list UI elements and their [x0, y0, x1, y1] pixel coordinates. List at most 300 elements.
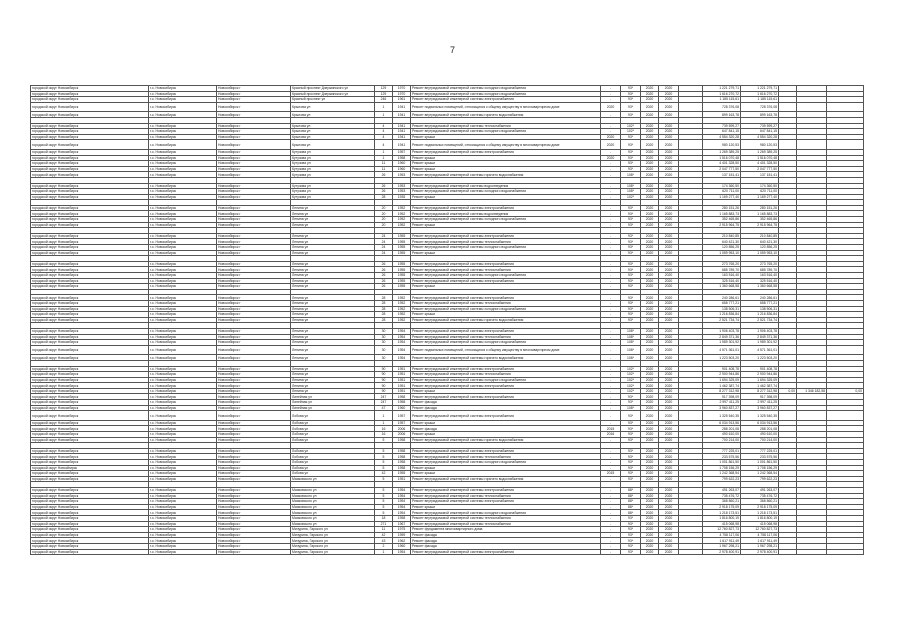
cell-c1: 93*	[621, 134, 641, 140]
cell-cost: 1 967 298,21	[703, 543, 741, 549]
cell-cost2: 1 967 298,21	[741, 543, 779, 549]
cell-city: г.о. Новосибирск	[149, 377, 217, 383]
cell-y1: 2020	[641, 543, 659, 549]
cell-cost: 917 398,09	[703, 394, 741, 400]
cell-house: 30	[375, 345, 393, 355]
cell-kind: -	[601, 549, 621, 555]
cell-c1: 108*	[621, 189, 641, 195]
cell-region: городской округ Новосибирск	[31, 211, 149, 217]
cell-locality: Новосибирск г	[217, 411, 291, 421]
cell-c1: 88*	[621, 487, 641, 493]
cell-cost2: 700 214,00	[741, 437, 779, 443]
cell-blank	[679, 345, 703, 355]
cell-y1: 2020	[641, 129, 659, 135]
cell-street: Маяковского ул	[291, 493, 375, 499]
cell-street: Ленина ул	[291, 217, 375, 223]
cell-work: Ремонт внутридомовой инженерной системы теплоснабжения	[411, 521, 601, 527]
cell-cost: 728 376,08	[703, 102, 741, 112]
cell-kind: -	[601, 194, 621, 200]
cell-street: Ленина ул	[291, 239, 375, 245]
cell-work: Ремонт внутридомовой инженерной системы холодного водоснабжения	[411, 217, 601, 223]
cell-work: Ремонт крыши	[411, 420, 601, 426]
cell-cost2: 728 376,08	[741, 102, 779, 112]
cell-kind: -	[601, 211, 621, 217]
cell-locality: Новосибирск г	[217, 549, 291, 555]
cell-year: 2006	[393, 432, 411, 438]
cell-work: Ремонт внутридомовой инженерной системы электроснабжения	[411, 278, 601, 284]
cell-y1: 2020	[641, 328, 659, 334]
cell-city: г.о. Новосибирск	[149, 300, 217, 306]
cell-city: г.о. Новосибирск	[149, 86, 217, 92]
cell-y1: 2020	[641, 172, 659, 178]
cell-region: городской округ Новосибирск	[31, 250, 149, 256]
cell-y2: 2020	[659, 129, 679, 135]
cell-year: 1958	[393, 460, 411, 466]
cell-city: г.о. Новосибирск	[149, 400, 217, 406]
cell-y2: 2020	[659, 340, 679, 346]
cell-house: 26	[375, 284, 393, 290]
cell-y2: 2020	[659, 97, 679, 103]
cell-street: Лобова ул	[291, 471, 375, 477]
cell-street: Ленина ул	[291, 273, 375, 279]
cell-region: городской округ Новосибирск	[31, 149, 149, 155]
cell-house: 5	[375, 437, 393, 443]
cell-locality: Новосибирск г	[217, 211, 291, 217]
cell-city: г.о. Новосибирск	[149, 388, 217, 394]
cell-y2: 2020	[659, 189, 679, 195]
cell-y1: 2020	[641, 86, 659, 92]
cell-street: Линейная ул	[291, 394, 375, 400]
cell-cost: 210 840,85	[703, 233, 741, 239]
table-row	[31, 521, 864, 527]
cell-house: 4	[375, 123, 393, 129]
cell-c1: 93*	[621, 284, 641, 290]
cell-cost2: 240 286,61	[741, 295, 779, 301]
cell-city: г.о. Новосибирск	[149, 278, 217, 284]
cell-work: Ремонт внутридомовой инженерной системы теплоснабжения	[411, 123, 601, 129]
cell-work: Ремонт крыши	[411, 432, 601, 438]
cell-c1: 102*	[621, 383, 641, 389]
cell-locality: Новосибирск г	[217, 510, 291, 516]
cell-cost: 685 789,70	[703, 267, 741, 273]
cell-kind: -	[601, 222, 621, 228]
cell-cost2: 138 506,31	[741, 306, 779, 312]
cell-city: г.о. Новосибирск	[149, 355, 217, 361]
cell-city: г.о. Новосибирск	[149, 295, 217, 301]
cell-region: городской округ Новосибирск	[31, 328, 149, 334]
cell-locality: Новосибирск г	[217, 372, 291, 378]
cell-locality: Новосибирск г	[217, 86, 291, 92]
cell-region: городской округ Новосибирск	[31, 194, 149, 200]
cell-house: 90	[375, 388, 393, 394]
cell-y2: 2020	[659, 510, 679, 516]
cell-work: Ремонт внутридомовой инженерной системы холодного водоснабжения	[411, 273, 601, 279]
cell-house: 2	[375, 543, 393, 549]
cell-locality: Новосибирск г	[217, 194, 291, 200]
cell-year: 1951	[393, 366, 411, 372]
cell-y1: 2020	[641, 140, 659, 150]
cell-kind: -	[601, 123, 621, 129]
cell-c1: 93*	[621, 460, 641, 466]
cell-region: городской округ Новосибирск	[31, 183, 149, 189]
cell-house: 5	[375, 510, 393, 516]
cell-house: 16	[375, 432, 393, 438]
cell-y2: 2020	[659, 400, 679, 406]
cell-locality: Новосибирск г	[217, 149, 291, 155]
cell-cost: 1 360 668,58	[703, 284, 741, 290]
cell-e3	[827, 140, 864, 150]
cell-c1: 93*	[621, 312, 641, 318]
cell-year: 1952	[393, 317, 411, 323]
cell-kind: -	[601, 543, 621, 549]
cell-city: г.о. Новосибирск	[149, 245, 217, 251]
cell-cost2: 12 760 827,73	[741, 527, 779, 533]
cell-cost: 1 185 115,61	[703, 97, 741, 103]
cell-street: Лобова ул	[291, 465, 375, 471]
cell-city: г.о. Новосибирск	[149, 340, 217, 346]
cell-y2: 2020	[659, 155, 679, 161]
cell-locality: Новосибирск г	[217, 400, 291, 406]
cell-e3: 0,00	[827, 388, 864, 394]
cell-cost: 1 462 387,74	[703, 383, 741, 389]
cell-locality: Новосибирск г	[217, 432, 291, 438]
cell-house: 247	[375, 400, 393, 406]
cell-work: Ремонт крыши	[411, 471, 601, 477]
cell-kind: -	[601, 328, 621, 334]
cell-work: Ремонт внутридомовой инженерной системы холодного водоснабжения	[411, 189, 601, 195]
cell-y1: 2020	[641, 527, 659, 533]
cell-y2: 2020	[659, 454, 679, 460]
cell-street: Кутузова ул	[291, 155, 375, 161]
cell-y2: 2020	[659, 102, 679, 112]
cell-y1: 2020	[641, 499, 659, 505]
cell-cost: 2 997 411,25	[703, 400, 741, 406]
cell-y2: 2020	[659, 140, 679, 150]
cell-street: Маяковского ул	[291, 476, 375, 482]
cell-kind: -	[601, 460, 621, 466]
cell-kind: 2020	[601, 155, 621, 161]
cell-c1: 88*	[621, 510, 641, 516]
cell-cost: 233 575,56	[703, 454, 741, 460]
cell-y1: 2020	[641, 155, 659, 161]
table-row	[31, 205, 864, 211]
cell-street: Лобова ул	[291, 420, 375, 426]
cell-y1: 2020	[641, 394, 659, 400]
cell-kind: -	[601, 267, 621, 273]
cell-cost2: 1 221 279,71	[741, 86, 779, 92]
cell-city: г.о. Новосибирск	[149, 460, 217, 466]
cell-c1: 93*	[621, 261, 641, 267]
cell-blank	[679, 411, 703, 421]
cell-house: 1	[375, 411, 393, 421]
cell-c1: 93*	[621, 538, 641, 544]
cell-city: г.о. Новосибирск	[149, 205, 217, 211]
cell-cost: 1 169 277,40	[703, 194, 741, 200]
cell-year: 1955	[393, 284, 411, 290]
cell-cost2: 368 860,21	[741, 499, 779, 505]
cell-region: городской округ Новосибирск	[31, 437, 149, 443]
cell-year: 1955	[393, 273, 411, 279]
cell-c1: 102*	[621, 129, 641, 135]
cell-y2: 2020	[659, 91, 679, 97]
cell-cost2: 2 521 734,74	[741, 317, 779, 323]
cell-cost2: 1 462 387,74	[741, 383, 779, 389]
cell-cost: 490 610,00	[703, 432, 741, 438]
cell-street: Мичурина, Гарского ул	[291, 543, 375, 549]
cell-region: городской округ Новосибирск	[31, 129, 149, 135]
cell-c1: 93*	[621, 532, 641, 538]
cell-work: Ремонт крыши	[411, 465, 601, 471]
cell-y2: 2020	[659, 515, 679, 521]
cell-c1: 88*	[621, 499, 641, 505]
cell-y2: 2020	[659, 245, 679, 251]
cell-c1: 93*	[621, 161, 641, 167]
cell-work: Ремонт внутридомовой инженерной системы холодного водоснабжения	[411, 86, 601, 92]
cell-kind: 2020	[601, 102, 621, 112]
cell-cost2: 6 034 913,56	[741, 420, 779, 426]
cell-cost2: 415 068,98	[741, 521, 779, 527]
cell-house: 1	[375, 549, 393, 555]
cell-region: городской округ Новосибирск	[31, 538, 149, 544]
cell-region: городской округ Новосибирск	[31, 471, 149, 477]
cell-work: Ремонт крыши	[411, 284, 601, 290]
cell-y2: 2020	[659, 317, 679, 323]
cell-region: городской округ Новосибирск	[31, 515, 149, 521]
cell-kind: -	[601, 161, 621, 167]
cell-y2: 2020	[659, 86, 679, 92]
cell-city: г.о. Новосибирск	[149, 532, 217, 538]
cell-year: 1952	[393, 312, 411, 318]
cell-work: Ремонт внутридомовой инженерной системы холодного водоснабжения	[411, 129, 601, 135]
cell-c1: 93*	[621, 411, 641, 421]
cell-region: городской округ Новосибирск	[31, 300, 149, 306]
cell-blank	[679, 102, 703, 112]
cell-locality: Новосибирск г	[217, 340, 291, 346]
cell-city: г.о. Новосибирск	[149, 465, 217, 471]
cell-street: Маяковского ул	[291, 521, 375, 527]
cell-locality: Новосибирск г	[217, 233, 291, 239]
cell-cost: 138 506,31	[703, 306, 741, 312]
cell-y2: 2020	[659, 278, 679, 284]
cell-locality: Новосибирск г	[217, 250, 291, 256]
cell-house: 11	[375, 166, 393, 172]
cell-kind: -	[601, 538, 621, 544]
cell-year: 1954	[393, 487, 411, 493]
cell-c1: 93*	[621, 426, 641, 432]
cell-house: 5	[375, 448, 393, 454]
table-row	[31, 340, 864, 346]
cell-locality: Новосибирск г	[217, 261, 291, 267]
cell-year: 1967	[393, 521, 411, 527]
cell-cost2: 491 263,07	[741, 487, 779, 493]
cell-region: городской округ Новосибирск	[31, 317, 149, 323]
cell-work: Ремонт фасада	[411, 400, 601, 406]
cell-e3	[827, 549, 864, 555]
cell-kind: -	[601, 312, 621, 318]
cell-work: Ремонт внутридомовой инженерной системы теплоснабжения	[411, 454, 601, 460]
cell-cost2: 1 218 173,51	[741, 510, 779, 516]
cell-city: г.о. Новосибирск	[149, 123, 217, 129]
cell-house: 20	[375, 211, 393, 217]
cell-cost2: 1 360 668,58	[741, 284, 779, 290]
cell-house: 5	[375, 487, 393, 493]
cell-city: г.о. Новосибирск	[149, 239, 217, 245]
cell-y1: 2020	[641, 372, 659, 378]
cell-cost: 325 516,40	[703, 278, 741, 284]
cell-house: 129	[375, 86, 393, 92]
cell-city: г.о. Новосибирск	[149, 328, 217, 334]
cell-cost: 137 151,41	[703, 172, 741, 178]
cell-region: городской округ Новосибирск	[31, 91, 149, 97]
cell-cost: 368 860,21	[703, 499, 741, 505]
cell-work: Ремонт крыши	[411, 166, 601, 172]
cell-cost: 273 765,20	[703, 261, 741, 267]
cell-house: 24	[375, 233, 393, 239]
cell-region: городской округ Новосибирск	[31, 112, 149, 118]
cell-street: Лобова ул	[291, 411, 375, 421]
cell-street: Кутузова ул	[291, 166, 375, 172]
cell-work: Ремонт крыши	[411, 134, 601, 140]
cell-cost: 2 900 944,86	[703, 372, 741, 378]
cell-y1: 2020	[641, 538, 659, 544]
cell-cost: 647 841,15	[703, 129, 741, 135]
cell-cost: 1 242 368,54	[703, 471, 741, 477]
cell-city: г.о. Новосибирск	[149, 471, 217, 477]
cell-kind: -	[601, 261, 621, 267]
cell-cost: 1 269 389,25	[703, 149, 741, 155]
cell-year: 1952	[393, 295, 411, 301]
cell-y1: 2020	[641, 432, 659, 438]
cell-y2: 2020	[659, 471, 679, 477]
cell-y1: 2020	[641, 340, 659, 346]
cell-cost: 777 225,01	[703, 448, 741, 454]
cell-cost: 163 516,40	[703, 273, 741, 279]
cell-locality: Новосибирск г	[217, 278, 291, 284]
cell-work: Ремонт внутридомовой инженерной системы горячего водоснабжения	[411, 476, 601, 482]
cell-house: 11	[375, 527, 393, 533]
cell-y1: 2020	[641, 448, 659, 454]
cell-cost2: 1 223 503,20	[741, 355, 779, 361]
cell-cost2: 980 120,53	[741, 140, 779, 150]
cell-house: 43	[375, 538, 393, 544]
cell-kind: -	[601, 205, 621, 211]
cell-kind: -	[601, 91, 621, 97]
cell-region: городской округ Новосибирск	[31, 448, 149, 454]
cell-y2: 2020	[659, 521, 679, 527]
cell-y1: 2020	[641, 334, 659, 340]
cell-kind: -	[601, 372, 621, 378]
cell-region: городской округ Новосибирск	[31, 172, 149, 178]
cell-cost2: 777 225,01	[741, 448, 779, 454]
cell-city: г.о. Новосибирск	[149, 189, 217, 195]
cell-region: городской округ Новосибирск	[31, 426, 149, 432]
table-row	[31, 129, 864, 135]
cell-y1: 2020	[641, 388, 659, 394]
cell-cost: 3 960 837,27	[703, 405, 741, 411]
cell-cost2: 1 617 911,49	[741, 538, 779, 544]
cell-year: 1935	[393, 194, 411, 200]
cell-cost: 4 554 320,28	[703, 134, 741, 140]
cell-work: Ремонт внутридомовой инженерной системы холодного водоснабжения	[411, 245, 601, 251]
cell-cost2: 917 398,09	[741, 394, 779, 400]
cell-house: 1	[375, 149, 393, 155]
cell-c1: 108*	[621, 340, 641, 346]
cell-work: Ремонт внутридомовой инженерной системы теплоснабжения	[411, 267, 601, 273]
cell-cost2: 4 571 361,01	[741, 345, 779, 355]
cell-locality: Новосибирск г	[217, 295, 291, 301]
cell-e2	[797, 549, 827, 555]
cell-region: городской округ Новосибирск	[31, 306, 149, 312]
cell-locality: Новосибирск г	[217, 161, 291, 167]
cell-region: городской округ Новосибирск	[31, 366, 149, 372]
cell-year: 1955	[393, 239, 411, 245]
cell-cost2: 647 841,15	[741, 129, 779, 135]
cell-kind: -	[601, 306, 621, 312]
cell-c1: 93*	[621, 465, 641, 471]
cell-y2: 2020	[659, 432, 679, 438]
cell-street: Лобова ул	[291, 426, 375, 432]
cell-house: 47	[375, 405, 393, 411]
cell-city: г.о. Новосибирск	[149, 454, 217, 460]
cell-c1: 93*	[621, 239, 641, 245]
capital-repair-table	[30, 85, 864, 555]
cell-y1: 2020	[641, 250, 659, 256]
cell-locality: Новосибирск г	[217, 91, 291, 97]
cell-house: 18	[375, 515, 393, 521]
cell-cost: 1 223 503,20	[703, 355, 741, 361]
cell-region: городской округ Новосибирск	[31, 405, 149, 411]
cell-house: 129	[375, 91, 393, 97]
cell-y2: 2020	[659, 411, 679, 421]
cell-locality: Новосибирск г	[217, 420, 291, 426]
cell-work: Ремонт внутридомовой инженерной системы электроснабжения	[411, 487, 601, 493]
cell-year: 1951	[393, 372, 411, 378]
cell-street: Мичурина, Гарского ул	[291, 532, 375, 538]
cell-cost2: 3 960 837,27	[741, 405, 779, 411]
cell-kind: -	[601, 377, 621, 383]
cell-c1: 93*	[621, 515, 641, 521]
cell-locality: Новосибирск г	[217, 267, 291, 273]
cell-y2: 2020	[659, 194, 679, 200]
cell-year: 1970	[393, 91, 411, 97]
cell-city: г.о. Новосибирск	[149, 250, 217, 256]
cell-city: г.о. Новосибирск	[149, 183, 217, 189]
cell-year: 1958	[393, 465, 411, 471]
cell-street: Крылова ул	[291, 102, 375, 112]
cell-cost: 1 059 953,10	[703, 250, 741, 256]
cell-kind: -	[601, 166, 621, 172]
cell-c1: 93*	[621, 149, 641, 155]
cell-house: 4	[375, 140, 393, 150]
cell-y2: 2020	[659, 233, 679, 239]
cell-work: Ремонт крыши	[411, 161, 601, 167]
cell-house: 24	[375, 245, 393, 251]
cell-city: г.о. Новосибирск	[149, 161, 217, 167]
cell-region: городской округ Новосибирск	[31, 377, 149, 383]
cell-city: г.о. Новосибирск	[149, 549, 217, 555]
table-row	[31, 510, 864, 516]
cell-street: Маяковского ул	[291, 510, 375, 516]
table-row	[31, 112, 864, 118]
cell-cost2: 1 616 270,72	[741, 91, 779, 97]
cell-house: 24	[375, 250, 393, 256]
cell-work: Ремонт фасада	[411, 405, 601, 411]
cell-y2: 2020	[659, 538, 679, 544]
cell-region: городской округ Новосибирск	[31, 383, 149, 389]
cell-y2: 2020	[659, 493, 679, 499]
cell-locality: Новосибирск г	[217, 334, 291, 340]
cell-y2: 2020	[659, 123, 679, 129]
